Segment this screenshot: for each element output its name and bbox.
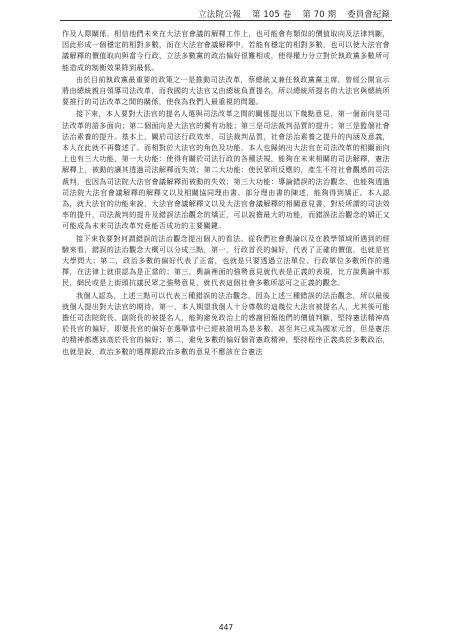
- document-body: [62, 28, 390, 358]
- section-name: 委員會紀錄: [347, 9, 390, 19]
- paragraph: 接下來，本人要對大法官的提名人選與司法改革之間的關係提出以下幾點意見，第一個面向是司法改革的語多面向；第二個面向是大法官的獨有功能；第三是司法裁判品質的提升；第三是監個社會法治素養的提升。基本上，關於司法行政效率，司法裁判品質，社會法治素養之提升的內涵及意義，本人在此就不再贅述了。而相對於大法官的角色及功能，本人也歸納出大法官在司法改革的相關面向上也有三大功能，第一大功能：使得有關於司法行政的各種法規，能夠在未來相關的司法解釋，憲法解釋上，被動的讓其透過司法解釋而失效；第二大功能：使民眾所反應的，產生不符社會觀感的司法裁判，也因為司法院大法官會議解釋而被動的失效；第三大功能：導論錯誤的法治觀念，也能夠透過司法院大法官會議解釋的解釋文以及相關協同理由書、部分理由書的陳述，能夠得到矯正。本人認為，就大法官的功能來說，大法官會議解釋文以及大法官會議解釋的相關意見書，對於所謂的司法效率的提升，司法裁判的提升及錯誤法治觀念的矯正，可以說擔最大的功能，而錯誤法治觀念的矯正又可能成為未來司法改革究竟能否成功的主要關鍵。: [62, 109, 390, 231]
- paragraph: 接下來我要對何謂錯誤的法治觀念提出個人的看法。從我們社會輿論以及在教學領域所遇到的經驗來看，錯誤的法治觀念大概可以分成三點，第一，行政首長的偏好，代表了正確的價值，也就是官大學問大；第二，政治多數的偏好代表了正當，也就是只要透過立法單位、行政單位多數所作的選擇，在法律上就很認為是正當的；第三，輿論裡面的強勢意見就代表是正義的表現，比方說輿論中那民，網民或是上街頭抗議民眾之強勢意見，就代表這個社會多數所認可之正義的觀念。: [62, 233, 390, 288]
- publication-title: 立法院公報: [198, 9, 242, 19]
- issue-number: 第 70 期: [302, 9, 337, 19]
- paragraph: 由於目前執政黨最重要的政策之一是推動司法改革，蔡總統又兼任執政黨黨主席，曾經公開宣示將由總統親自領導司法改革，而我國的大法官又由總統負責提名，所以總統所提名的大法官與總統所要推行的司法改革之間的關係，使我為我們人最重視的問題。: [62, 74, 390, 107]
- paragraph: 我個人認為，上述三點可以代表三種錯誤的法治觀念，因為上述三種錯誤的法治觀念，所以最後就個人提出對大法官的期待，第一，本人期望我個人十分尊敬的這幾位大法官被提名人，尤其後可能擔任司法院院長、副院長的被提名人，能夠避免政治上的感謝回報他們的價值判斷，堅持憲法精神高於長官的偏好，即便長官的偏好在選舉當中已經被證明為是多數，甚至其已成為國家元首，但是憲法的精神都應該高於長官的偏好；第二，避免多數的偏好個背憲政精神，堅持程序正義高於多數政治，也就是說，政治多數的選擇跟政治多數的意見不應該在合憲法: [62, 290, 390, 356]
- page-number: 447: [218, 623, 234, 632]
- page-header: [190, 8, 390, 20]
- header-rule: [60, 20, 392, 21]
- volume-number: 第 105 卷: [251, 9, 292, 19]
- paragraph: 作及人際關係，相信他們未來在大法官會議的解釋工作上，也可能會有類似的價值取向及法律判斷，因此形成一個穩定的相對多數，而在大法官會議解釋中，若能有穩定的相對多數，也可以使大法官會議解釋的價值取向與當今行政、立法多數黨的政治偏好很難相或，使得權力分立對於執政黨多數所可能造成的制衡效果降到最低。: [62, 29, 390, 72]
